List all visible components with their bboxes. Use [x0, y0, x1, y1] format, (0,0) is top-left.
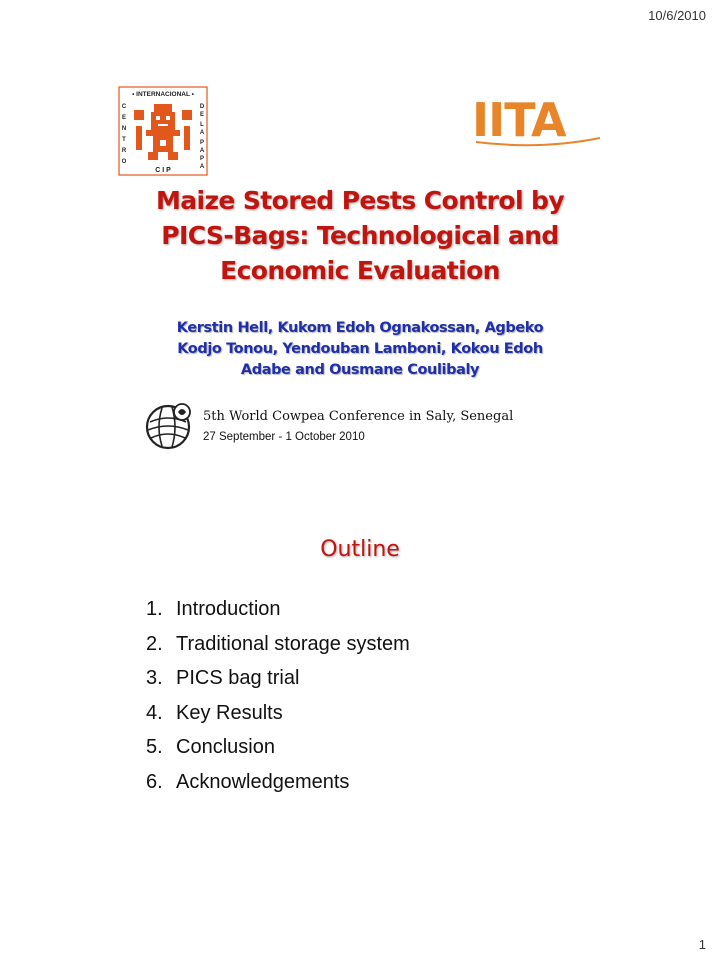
list-item: 2. Traditional storage system	[146, 632, 410, 655]
list-item: 4. Key Results	[146, 701, 283, 724]
svg-text:L: L	[200, 122, 204, 128]
title-line: Maize Stored Pests Control by	[155, 186, 565, 215]
svg-text:R: R	[121, 148, 127, 154]
svg-text:IITA: IITA	[472, 93, 566, 147]
iita-logo	[470, 92, 602, 148]
svg-text:D: D	[199, 104, 205, 110]
title-line: Economic Evaluation	[220, 256, 500, 285]
authors-line: Kodjo Tonou, Yendouban Lamboni, Kokou Edoh	[177, 341, 543, 357]
authors-line: Adabe and Ousmane Coulibaly	[240, 362, 480, 378]
page-number: 1	[698, 937, 706, 952]
svg-text:E: E	[121, 115, 127, 121]
svg-text:O: O	[121, 159, 127, 165]
list-item: 5. Conclusion	[146, 736, 275, 758]
svg-text:P: P	[199, 156, 205, 162]
list-item: 1. Introduction	[146, 598, 281, 620]
svg-text:C: C	[121, 104, 127, 110]
svg-text:T: T	[122, 137, 126, 143]
title-line: PICS-Bags: Technological and	[161, 221, 559, 250]
presentation-title	[120, 183, 600, 288]
svg-text:E: E	[199, 112, 205, 118]
cip-logo	[118, 86, 208, 176]
outline-list	[146, 596, 410, 803]
svg-text:A: A	[199, 130, 205, 136]
conference-dates: 27 September - 1 October 2010	[203, 431, 365, 443]
svg-text:• INTERNACIONAL •: • INTERNACIONAL •	[132, 91, 194, 98]
slide-date: 10/6/2010	[648, 8, 706, 23]
outline-heading: Outline	[320, 537, 400, 562]
conference-logo	[144, 400, 196, 452]
list-item: 6. Acknowledgements	[146, 770, 350, 793]
svg-text:A: A	[199, 164, 205, 170]
svg-text:A: A	[199, 148, 205, 154]
svg-text:P: P	[199, 140, 205, 146]
svg-text:N: N	[121, 126, 127, 132]
authors	[150, 318, 570, 381]
svg-text:C I P: C I P	[155, 167, 171, 174]
list-item: 3. PICS bag trial	[146, 667, 300, 689]
conference-name: 5th World Cowpea Conference in Saly, Senegal	[203, 409, 514, 424]
authors-line: Kerstin Hell, Kukom Edoh Ognakossan, Agbeko	[176, 320, 544, 336]
